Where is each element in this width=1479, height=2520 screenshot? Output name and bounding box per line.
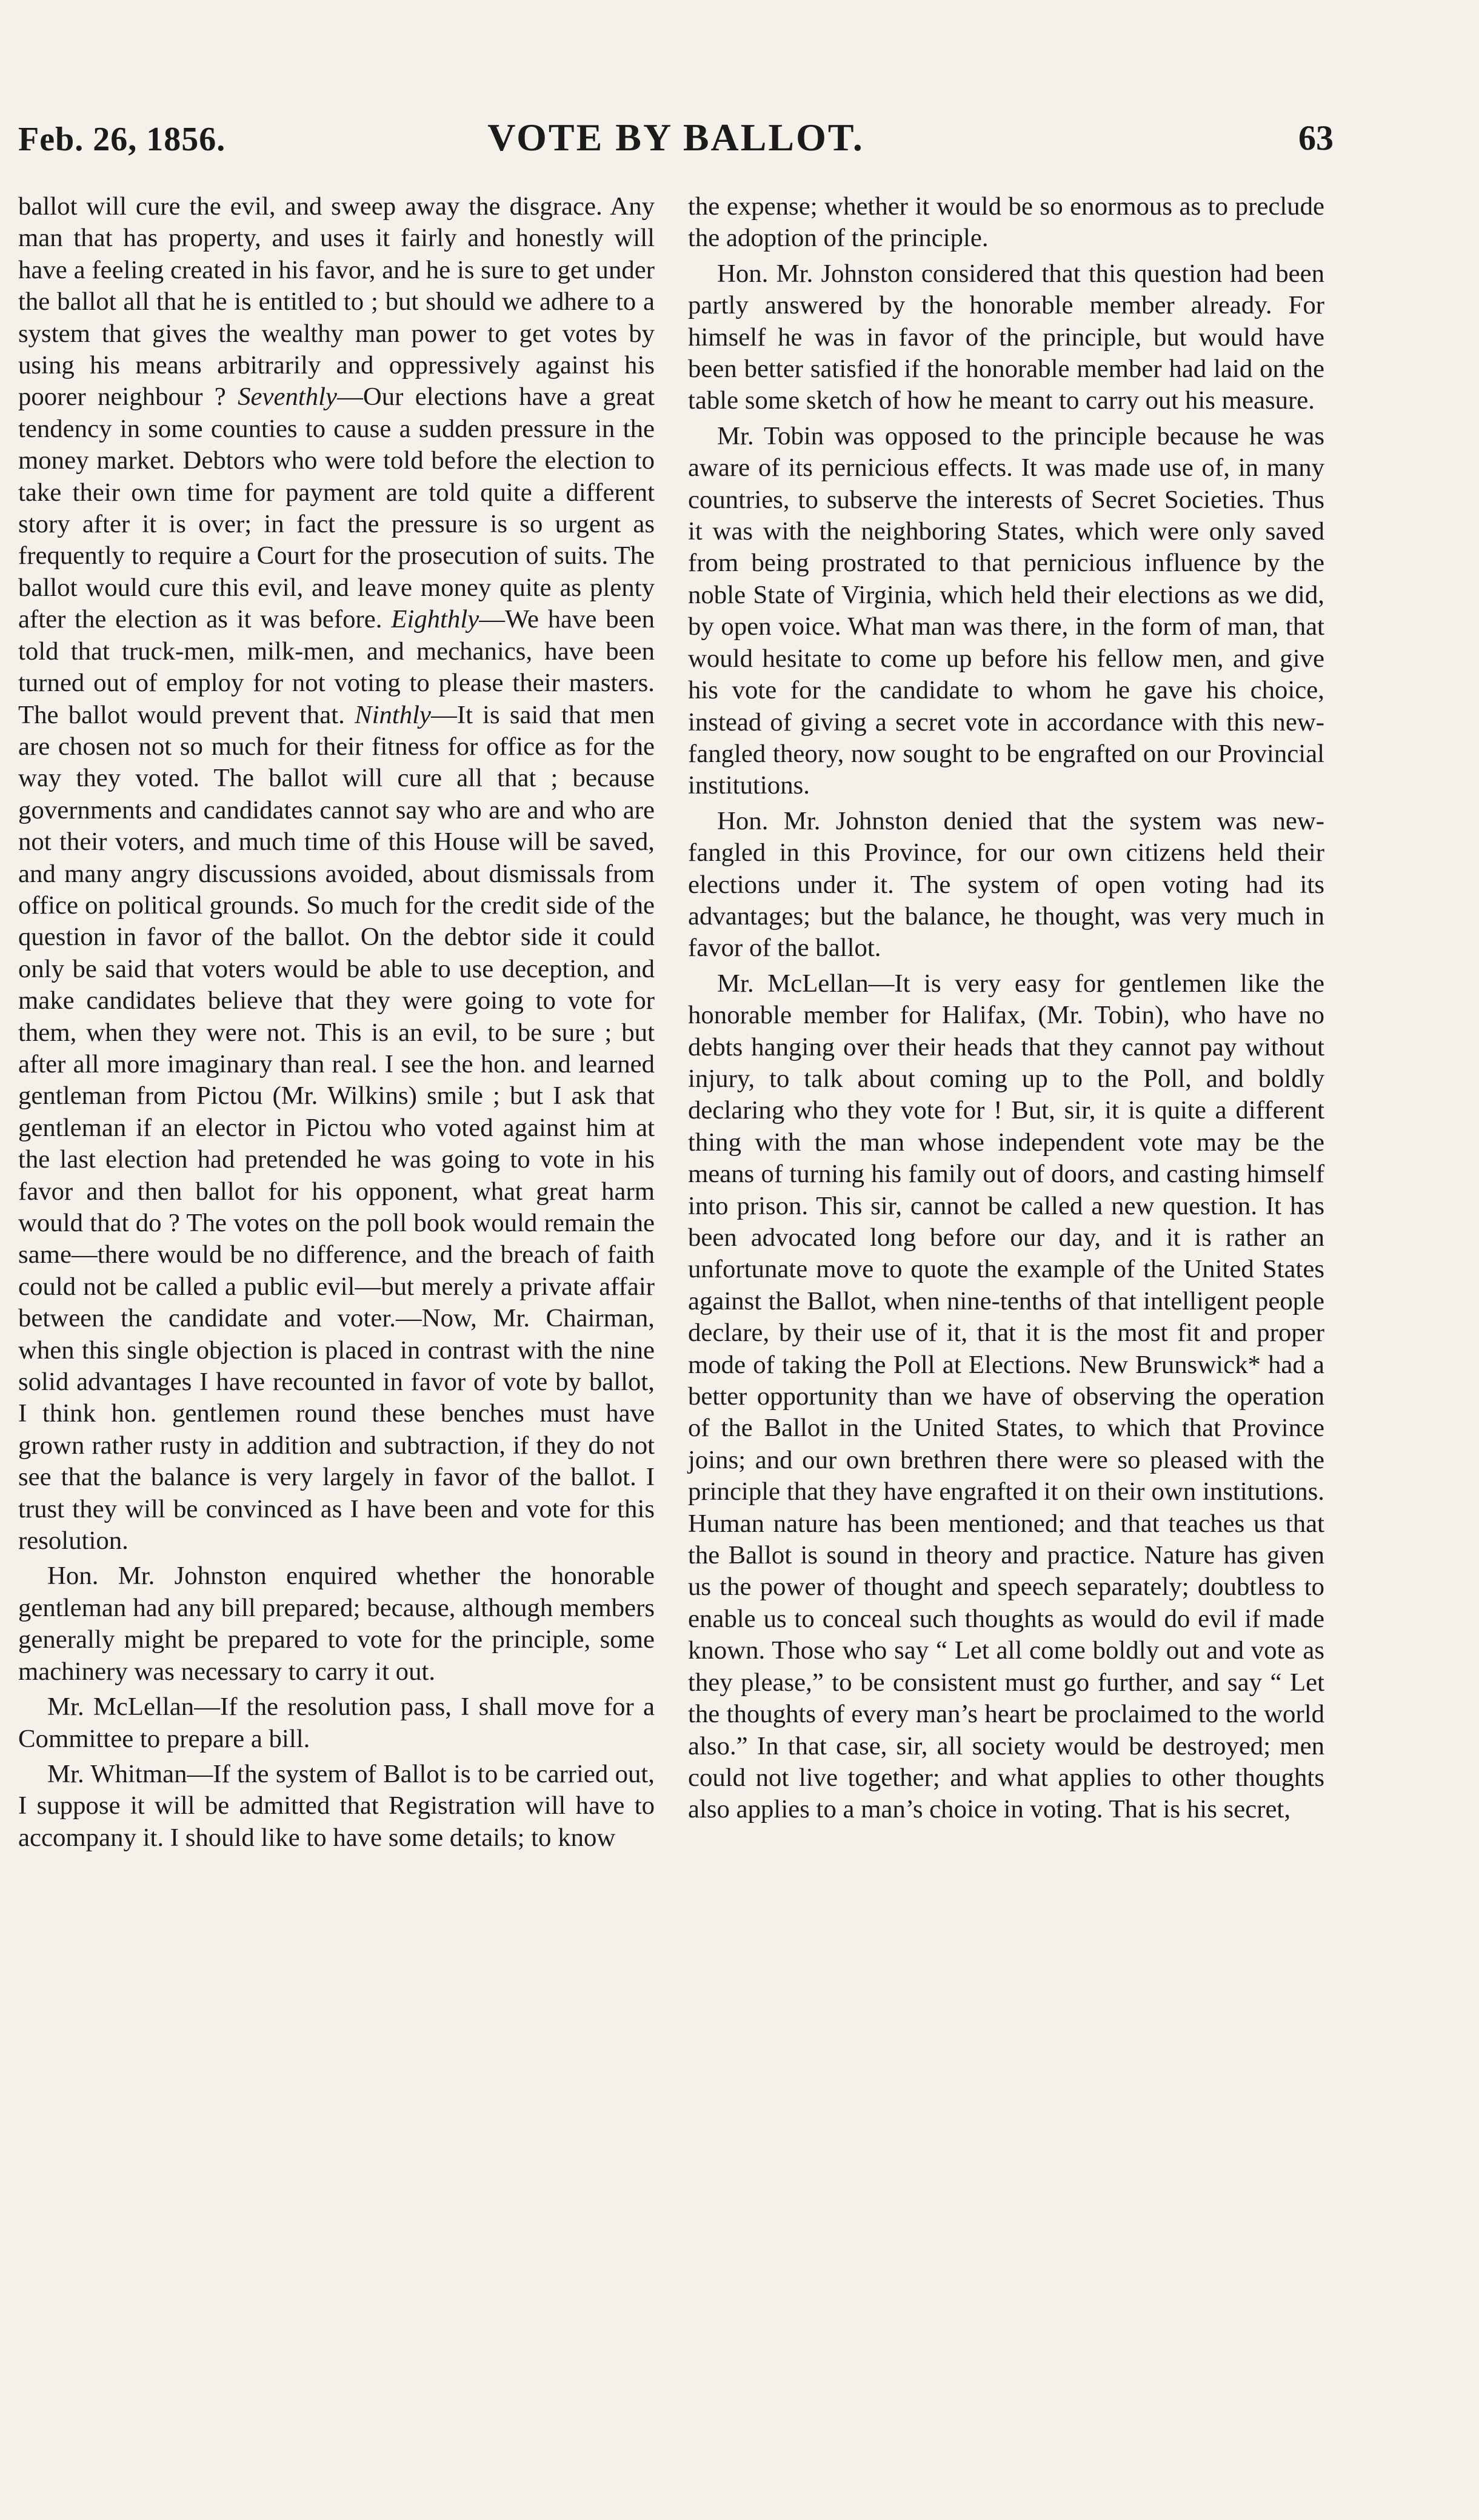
right-paragraph-1: the expense; whether it would be so enormous as to preclude the adoption of the principle. <box>688 192 1324 253</box>
header-title: VOTE BY BALLOT. <box>487 116 864 159</box>
italic-seventhly: Seventhly <box>238 383 338 412</box>
header-date: Feb. 26, 1856. <box>18 121 226 158</box>
text-segment: ballot will cure the evil, and sweep away the disgrace. Any man that has property, and uses it fairly and honestly will have a feeling created in his favor, and he is sure to get under the ballot all that he is entitled to ; but should we adhere to a system that gives the wealthy man power to get votes by using his means arbitrarily and oppressively against his poorer neighbour ? <box>18 192 655 412</box>
text-segment: —It is said that men are chosen not so much for their fitness for office as for the way they voted. The ballot will cure all that ; because governments and candidates cannot say who are and who are not their voters, and much time of this House will be saved, and many angry discussions avoided, about dismissals from office on political grounds. So much for the credit side of the question in favor of the ballot. On the debtor side it could only be said that voters would be able to use deception, and make candidates believe that they were going to vote for them, when they were not. This is an evil, to be sure ; but after all more imaginary than real. I see the hon. and learned gentleman from Pictou (Mr. Wilkins) smile ; but I ask that gentleman if an elector in Pictou who voted against him at the last election had pretended he was going to vote in his favor and then ballot for his opponent, what great harm would that do ? The votes on the poll book would remain the same—there would be no difference, and the breach of faith could not be called a public evil—but merely a private affair between the candidate and voter.—Now, Mr. Chairman, when this single objection is placed in contrast with the nine solid advantages I have recounted in favor of vote by ballot, I think hon. gentlemen round these benches must have grown rather rusty in addition and subtraction, if they do not see that the balance is very largely in favor of the ballot. I trust they will be convinced as I have been and vote for this resolution. <box>18 700 655 1556</box>
left-paragraph-2: Hon. Mr. Johnston enquired whether the honorable gentleman had any bill prepared; because, although members generally might be prepared to vote for the principle, some machinery was necessary to carry it out. <box>18 1562 655 1686</box>
right-paragraph-4: Hon. Mr. Johnston denied that the system was new-fangled in this Province, for our own citizens held their elections under it. The system of open voting had its advantages; but the balance, he thought, was very much in favor of the ballot. <box>688 806 1324 963</box>
left-paragraph-3: Mr. McLellan—If the resolution pass, I shall move for a Committee to prepare a bill. <box>18 1693 655 1753</box>
text-segment: —Our elections have a great tendency in some counties to cause a sudden pressure in the money market. Debtors who were told before the election to take their own time for payment are told quite a different story after it is over; in fact the pressure is so urgent as frequently to require a Court for the prosecution of suits. The ballot would cure this evil, and leave money quite as plenty after the election as it was before. <box>18 383 655 634</box>
italic-eighthly: Eighthly <box>391 605 479 634</box>
italic-ninthly: Ninthly <box>355 700 432 729</box>
text-segment: —We have been told that truck-men, milk-men, and mechanics, have been turned out of employ for not voting to please their masters. The ballot would prevent that. <box>18 605 655 729</box>
left-paragraph-4: Mr. Whitman—If the system of Ballot is to be carried out, I suppose it will be admitted that Registration will have to accompany it. I should like to have some details; to know <box>18 1759 655 1852</box>
right-column <box>688 191 1324 1826</box>
right-paragraph-2: Hon. Mr. Johnston considered that this question had been partly answered by the honorable member already. For himself he was in favor of the principle, but would have been better satisfied if the honorable member had laid on the table some sketch of how he meant to carry out his measure. <box>688 259 1324 415</box>
right-paragraph-3: Mr. Tobin was opposed to the principle because he was aware of its pernicious effects. It was made use of, in many countries, to subserve the interests of Secret Societies. Thus it was with the neighboring States, which were only saved from being prostrated to that pernicious influence by the noble State of Virginia, which held their elections as we did, by open voice. What man was there, in the form of man, that would hesitate to come up before his fellow men, and give his vote for the candidate to whom he gave his choice, instead of giving a secret vote in accordance with this new-fangled theory, now sought to be engrafted on our Provincial institutions. <box>688 421 1324 800</box>
left-column <box>18 191 655 1854</box>
page-header <box>18 115 1334 164</box>
right-paragraph-5: Mr. McLellan—It is very easy for gentlemen like the honorable member for Halifax, (Mr. Tobin), who have no debts hanging over their heads that they cannot pay without injury, to talk about coming up to the Poll, and boldly declaring who they vote for ! But, sir, it is quite a different thing with the man whose independent vote may be the means of turning his family out of doors, and casting himself into prison. This sir, cannot be called a new question. It has been advocated long before our day, and it is rather an unfortunate move to quote the example of the United States against the Ballot, when nine-tenths of that intelligent people declare, by their use of it, that it is the most fit and proper mode of taking the Poll at Elections. New Brunswick* had a better opportunity than we have of observing the operation of the Ballot in the United States, to which that Province joins; and our own brethren there were so pleased with the principle that they have engrafted it on their own institutions. Human nature has been mentioned; and that teaches us that the Ballot is sound in theory and practice. Nature has given us the power of thought and speech separately; doubtless to enable us to conceal such thoughts as would do evil if made known. Those who say “ Let all come boldly out and vote as they please,” to be consistent must go further, and say “ Let the thoughts of every man’s heart be proclaimed to the world also.” In that case, sir, all society would be destroyed; men could not live together; and what applies to other thoughts also applies to a man’s choice in voting. That is his secret, <box>688 969 1324 1824</box>
page-number: 63 <box>1298 118 1334 158</box>
left-paragraph-1 <box>18 191 655 1557</box>
